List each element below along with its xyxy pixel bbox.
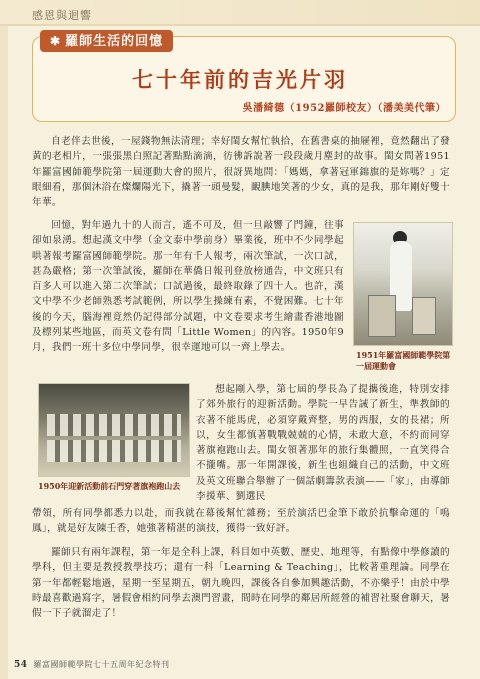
- paragraph-3: 想起剛入學，第七屆的學長為了提攜後進，特別安排了郊外旅行的迎新活動。學院一早告誡了新生，準教師的衣著不能馬虎，必須穿戴齊整，男的西服，女的長裙；所以，女生都慎著戰戰兢兢的心情，未敢大意，不約而同穿著旗袍跑山去。閨女領著那年的旅行集體照，一直笑得合不攏嘴。那一年開課後，新生也組織自己的活動，中文班及英文班聯合舉辦了一個話劇籌款表演——「家」，由導師李援華、劉選民: [196, 384, 450, 503]
- paragraph-1: 自老伴去世後，一屋錢物無法清理；幸好閨女幫忙執拾，在舊書桌的抽屜裡，竟然翻出了發黃的老相片，一張張黑白照記著點點滴滴，彷彿訴說著一段段歲月塵封的故事。閨女問著1951年羅富國師範學院第一屆運動大會的照片，很訝異地問：「媽媽，拿著冠軍錦旗的是妳嗎？」定眼細看，那個沐浴在燦爛陽光下，撬著一頭曼髮，靦腆地笑著的少女，真的是我，那年剛好雙十年華。: [32, 136, 450, 209]
- sports-day-photo: [353, 222, 453, 346]
- page-number: 54: [14, 660, 28, 670]
- side-decoration: [0, 26, 8, 679]
- paragraph-2: 回憶，對年過九十的人而言，遙不可及，但一旦敲響了門鐘，往事卻如泉湧。想起漢文中學（金文泰中學前身）畢業後，班中不少同學起哄著報考羅富國師範學院。那一年有千人報考，兩次筆試，一次口試，甚為嚴格；第一次筆試後，羅師在華僑日報刊登放榜通告，中文班只有百多人可以進入第二次筆試；口試過後，最終取錄了四十人。也許，漢文中學不少老師熟悉考試範例，所以學生操練有素，不覺困難。七十年後的今天，腦海裡竟然仍記得部分試題，中文卷要求考生繪畫香港地圖及標列某些地區，而英文卷有問「Little Women」的內容。1950年9月，我們一班十多位中學同學，很幸運地可以一齊上學去。: [32, 220, 344, 354]
- photo-caption-1: 1951年羅富國師範學院第一屆運動會: [356, 350, 451, 371]
- paragraph-4: 羅師只有兩年課程，第一年是全科上課，科目如中英數、歷史、地理等，有點像中學修讀的學科，但主要是教授教學技巧；還有一科「Learning & Teaching」，比較著重理論。同學在第一年都輕鬆地過，星期一至星期五，朝九晚四，課後各自參加興趣活動，不亦樂乎！由於中學時最喜歡過寫字，暑假會相約同學去澳門習畫，間時在同學的鄰居所經營的補習社聚會聊天，暑假一下子就溜走了！: [32, 547, 450, 620]
- group-photo: [38, 383, 190, 477]
- photo-trophy: [368, 295, 396, 337]
- star-icon: ✱: [50, 34, 62, 48]
- column-tag-label: 羅師生活的回憶: [65, 34, 164, 49]
- publication-name: 羅富國師範學院七十五周年紀念特刊: [33, 660, 170, 669]
- divider: [0, 24, 480, 26]
- photo-group-row: [47, 440, 181, 462]
- byline: 吳潘綺德（1952羅師校友）（潘美美代筆）: [242, 103, 446, 114]
- paragraph-3-continued: 帶領，所有同學都悉力以赴，而我就在幕後幫忙雜務；至於演活巴金筆下敢於抗擊命運的「鳴鳳」，就是好友陳壬香，她強著精湛的演技，獲得一致好評。: [32, 508, 450, 535]
- column-tag: [40, 30, 173, 52]
- photo-group-row: [47, 414, 181, 436]
- photo-caption-2: 1950年迎新活動前石門穿著旗袍跑山去: [38, 481, 181, 491]
- section-label: 感恩與迴響: [32, 9, 92, 22]
- page-footer: [14, 659, 170, 670]
- photo-trophy: [412, 297, 436, 335]
- article-title: 七十年前的吉光片羽: [132, 67, 348, 92]
